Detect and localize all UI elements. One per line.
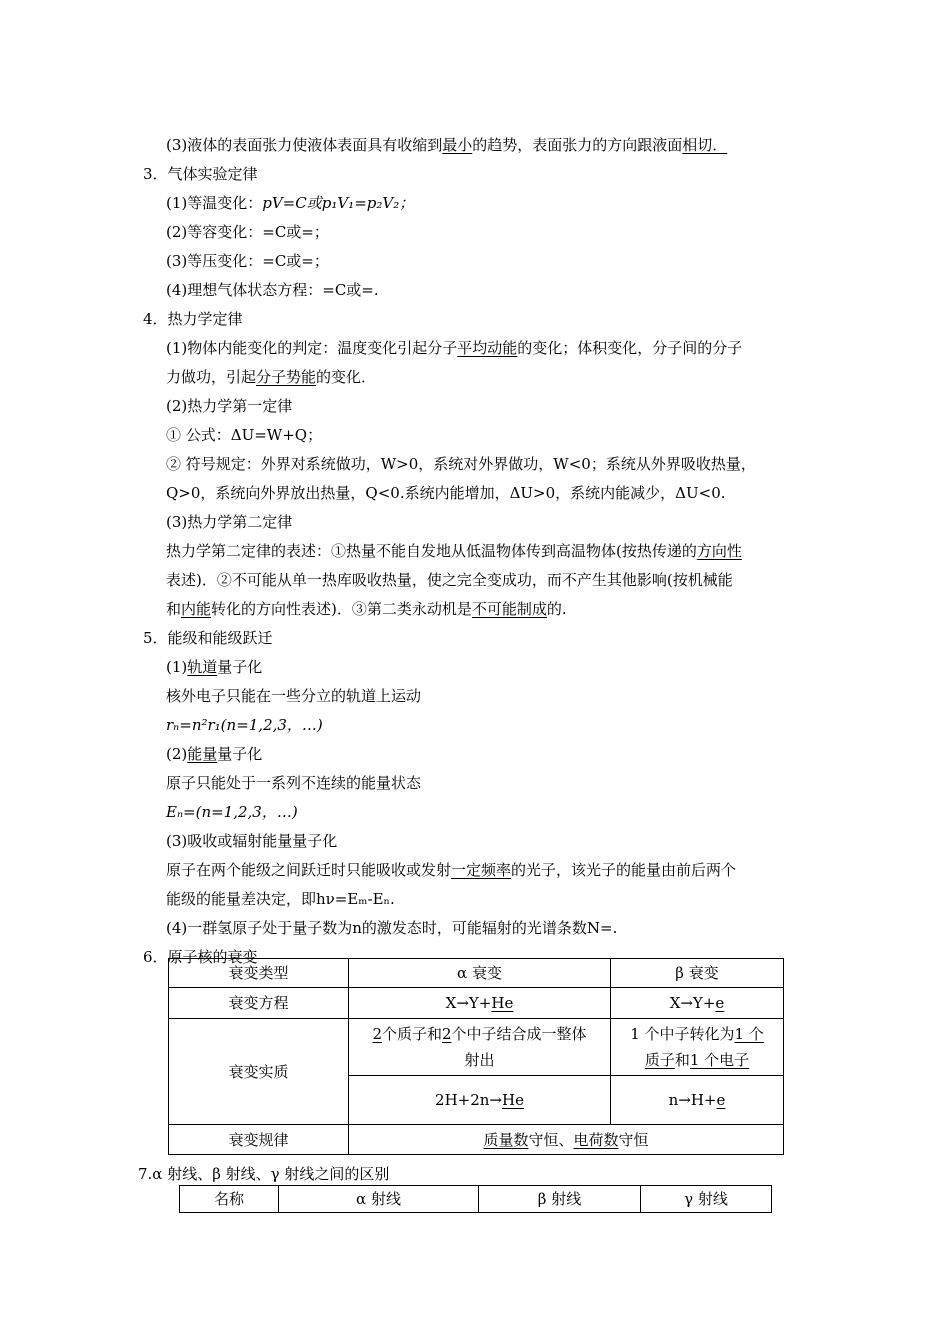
- second-law-heading: (3)热力学第二定律: [166, 513, 293, 531]
- answer-blank: 内能: [181, 600, 212, 618]
- absorption-line-1: [166, 860, 736, 880]
- text: X→Y+: [669, 994, 716, 1012]
- second-law-line-2: 表述)．②不可能从单一热库吸收热量，使之完全变成功，而不产生其他影响(按机械能: [166, 571, 733, 589]
- row-label-essence: 衰变实质: [169, 1019, 349, 1125]
- orbit-quantization-heading: [166, 657, 262, 677]
- answer-blank: 平均动能: [457, 339, 518, 357]
- alpha-essence: [349, 1019, 611, 1076]
- header-alpha-decay: α 衰变: [349, 959, 611, 988]
- row-label-law: 衰变规律: [169, 1125, 349, 1155]
- text: (1)物体内能变化的判定：温度变化引起分子: [166, 339, 458, 357]
- internal-energy-line-2: [166, 367, 376, 387]
- text: 原子在两个能级之间跃迁时只能吸收或发射: [166, 861, 452, 879]
- table-row: [169, 959, 784, 988]
- radiation-table: [179, 1185, 772, 1213]
- orbit-description: 核外电子只能在一些分立的轨道上运动: [166, 687, 422, 705]
- energy-quantization-heading: [166, 744, 262, 764]
- sign-convention-line-2: Q>0，系统向外界放出热量，Q<0.系统内能增加，ΔU>0，系统内能减少，ΔU<0.: [166, 484, 726, 502]
- alpha-equation: [349, 988, 611, 1019]
- answer-blank: e: [716, 1091, 726, 1109]
- header-beta-ray: β 射线: [479, 1186, 641, 1213]
- answer-blank: 方向性: [696, 542, 742, 560]
- spectral-lines-line: (4)一群氢原子处于量子数为n的激发态时，可能辐射的光谱条数N=.: [166, 919, 618, 937]
- text: 守恒: [618, 1130, 649, 1149]
- text: 的变化．: [316, 368, 377, 386]
- section-6-heading: 6．原子核的衰变: [143, 948, 258, 966]
- answer-blank: e: [715, 994, 725, 1012]
- beta-nuclear-equation: [611, 1076, 784, 1125]
- answer-blank: 电荷数: [573, 1130, 619, 1149]
- answer-blank: 1 个电子: [689, 1051, 750, 1069]
- absorption-heading: (3)吸收或辐射能量量子化: [166, 832, 338, 850]
- text: 个质子和: [381, 1025, 442, 1043]
- section-3-heading: 3．气体实验定律: [143, 165, 258, 183]
- answer-blank: 质子: [644, 1051, 675, 1069]
- header-beta-decay: β 衰变: [611, 959, 784, 988]
- header-gamma-ray: γ 射线: [641, 1186, 772, 1213]
- answer-blank: 2: [372, 1025, 382, 1043]
- table-row: [169, 1019, 784, 1076]
- text: 的趋势，表面张力的方向跟液面: [472, 136, 683, 154]
- text: 转化的方向性表述)．③第二类永动机是: [211, 600, 472, 618]
- isobaric-line: (3)等压变化：=C或=；: [166, 252, 329, 270]
- answer-blank: 质量数: [483, 1130, 529, 1149]
- ideal-gas-line: (4)理想气体状态方程：=C或=.: [166, 281, 379, 299]
- section-5-heading: 5．能级和能级跃迁: [143, 629, 273, 647]
- text: (2): [166, 745, 188, 763]
- answer-blank: 分子势能: [256, 368, 317, 386]
- table-row: [180, 1186, 772, 1213]
- absorption-line-2: 能级的能量差决定，即hν=Eₘ-Eₙ.: [166, 890, 395, 908]
- text: 热力学第二定律的表述：①热量不能自发地从低温物体传到高温物体(按热传递的: [166, 542, 697, 560]
- text: 射出: [464, 1051, 495, 1069]
- text: 守恒、: [528, 1130, 574, 1149]
- formula: pV=C或p₁V₁=p₂V₂；: [262, 194, 415, 212]
- energy-formula: Eₙ=(n=1,2,3，…): [166, 803, 298, 821]
- table-row: [169, 1125, 784, 1155]
- text: (3)液体的表面张力使液体表面具有收缩到: [166, 136, 443, 154]
- section-7-heading: 7.α 射线、β 射线、γ 射线之间的区别: [138, 1165, 390, 1183]
- row-label-equation: 衰变方程: [169, 988, 349, 1019]
- answer-blank: 能量: [187, 745, 218, 763]
- internal-energy-line-1: [166, 338, 742, 358]
- text: n→H+: [668, 1091, 717, 1109]
- first-law-formula: ① 公式：ΔU=W+Q；: [166, 426, 323, 444]
- answer-blank: 一定频率: [451, 861, 512, 879]
- energy-description: 原子只能处于一系列不连续的能量状态: [166, 774, 422, 792]
- text: (1)等温变化：: [166, 194, 263, 212]
- orbit-formula: rₙ=n²r₁(n=1,2,3，…): [166, 716, 323, 734]
- answer-blank: 最小: [442, 136, 473, 154]
- text: X→Y+: [445, 994, 492, 1012]
- answer-blank: 1 个: [734, 1025, 764, 1043]
- answer-blank: He: [491, 994, 514, 1012]
- text: (1): [166, 658, 188, 676]
- answer-blank: 2: [442, 1025, 452, 1043]
- decay-table: [168, 958, 784, 1155]
- text: 的光子，该光子的能量由前后两个: [511, 861, 737, 879]
- text: 个中子结合成一整体: [451, 1025, 587, 1043]
- isothermal-line: [166, 193, 414, 213]
- sign-convention-line-1: ② 符号规定：外界对系统做功，W>0，系统对外界做功，W<0；系统从外界吸收热量，: [166, 455, 756, 473]
- decay-law: [349, 1125, 784, 1155]
- text: 的.: [546, 600, 567, 618]
- second-law-line-1: [166, 541, 742, 561]
- section-4-heading: 4．热力学定律: [143, 310, 243, 328]
- header-decay-type: 衰变类型: [169, 959, 349, 988]
- answer-blank: 相切．: [682, 136, 728, 154]
- beta-equation: [611, 988, 784, 1019]
- isochoric-line: (2)等容变化：=C或=；: [166, 223, 329, 241]
- answer-blank: 轨道: [187, 658, 218, 676]
- text: 和: [674, 1051, 690, 1069]
- beta-essence: [611, 1019, 784, 1076]
- text: 量子化: [217, 658, 263, 676]
- text: 力做功，引起: [166, 368, 257, 386]
- first-law-heading: (2)热力学第一定律: [166, 397, 293, 415]
- alpha-nuclear-equation: [349, 1076, 611, 1125]
- header-name: 名称: [180, 1186, 279, 1213]
- text: 量子化: [217, 745, 263, 763]
- second-law-line-3: [166, 599, 567, 619]
- text: 的变化；体积变化，分子间的分子: [517, 339, 743, 357]
- text: 和: [166, 600, 182, 618]
- header-alpha-ray: α 射线: [279, 1186, 479, 1213]
- answer-blank: He: [502, 1091, 524, 1109]
- text: 1 个中子转化为: [630, 1025, 735, 1043]
- answer-blank: 不可能制成: [471, 600, 547, 618]
- surface-tension-line: [166, 135, 727, 155]
- text: 2H+2n→: [435, 1091, 502, 1109]
- table-row: [169, 988, 784, 1019]
